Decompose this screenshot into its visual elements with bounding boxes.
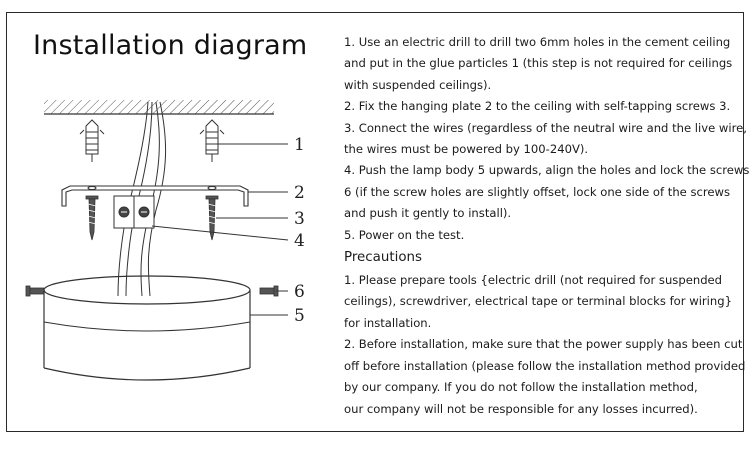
callout-4: 4 — [294, 231, 305, 251]
step-4-line-1: 4. Push the lamp body 5 upwards, align the holes and lock the screws — [344, 163, 750, 178]
side-screw-right — [260, 286, 278, 296]
step-2 — [344, 96, 740, 117]
step-4 — [344, 160, 750, 224]
step-4-line-3: and push it gently to install). — [344, 206, 512, 221]
page-title: Installation diagram — [33, 30, 308, 61]
callout-3: 3 — [294, 209, 305, 229]
step-5 — [344, 225, 740, 246]
step-3-line-2: the wires must be powered by 100-240V). — [344, 142, 589, 157]
callout-2: 2 — [294, 183, 305, 203]
ceiling — [44, 100, 274, 114]
precaution-2 — [344, 334, 746, 420]
precaution-2-line-2: off before installation (please follow the installation method provided — [344, 358, 746, 373]
step-1-line-3: with suspended ceilings). — [344, 77, 492, 92]
step-3-line-1: 3. Connect the wires (regardless of the neutral wire and the live wire, — [344, 120, 747, 135]
step-4-line-2: 6 (if the screw holes are slightly offset, lock one side of the screws — [344, 184, 731, 199]
anchor-plug-right — [200, 120, 224, 162]
step-5-line-1: 5. Power on the test. — [344, 227, 465, 242]
step-3 — [344, 118, 747, 161]
anchor-plug-left — [80, 120, 104, 162]
precaution-2-line-3: by our company. If you do not follow the installation method, — [344, 380, 698, 395]
precaution-2-line-1: 2. Before installation, make sure that the power supply has been cut — [344, 337, 743, 352]
callout-6: 6 — [294, 282, 305, 302]
side-screw-left — [26, 286, 44, 296]
step-1-line-1: 1. Use an electric drill to drill two 6mm holes in the cement ceiling — [344, 35, 731, 49]
lamp-body — [44, 276, 250, 380]
step-2-line-1: 2. Fix the hanging plate 2 to the ceiling with self-tapping screws 3. — [344, 99, 731, 114]
precaution-1-line-2: ceilings), screwdriver, electrical tape or terminal blocks for wiring} — [344, 294, 732, 309]
precaution-1-line-3: for installation. — [344, 315, 432, 330]
installation-diagram — [22, 100, 322, 400]
precaution-1 — [344, 270, 740, 334]
precaution-2-line-4: our company will not be responsible for any losses incurred). — [344, 401, 698, 416]
precautions-heading: Precautions — [344, 250, 422, 266]
callout-5: 5 — [294, 306, 305, 326]
callout-1: 1 — [294, 135, 305, 155]
terminal-block — [114, 196, 154, 228]
screw-left — [86, 196, 98, 240]
precaution-1-line-1: 1. Please prepare tools {electric drill (not required for suspended — [344, 273, 723, 288]
step-1 — [344, 32, 740, 96]
instructions — [344, 32, 750, 420]
step-1-line-2: and put in the glue particles 1 (this step is not required for ceilings — [344, 56, 733, 71]
